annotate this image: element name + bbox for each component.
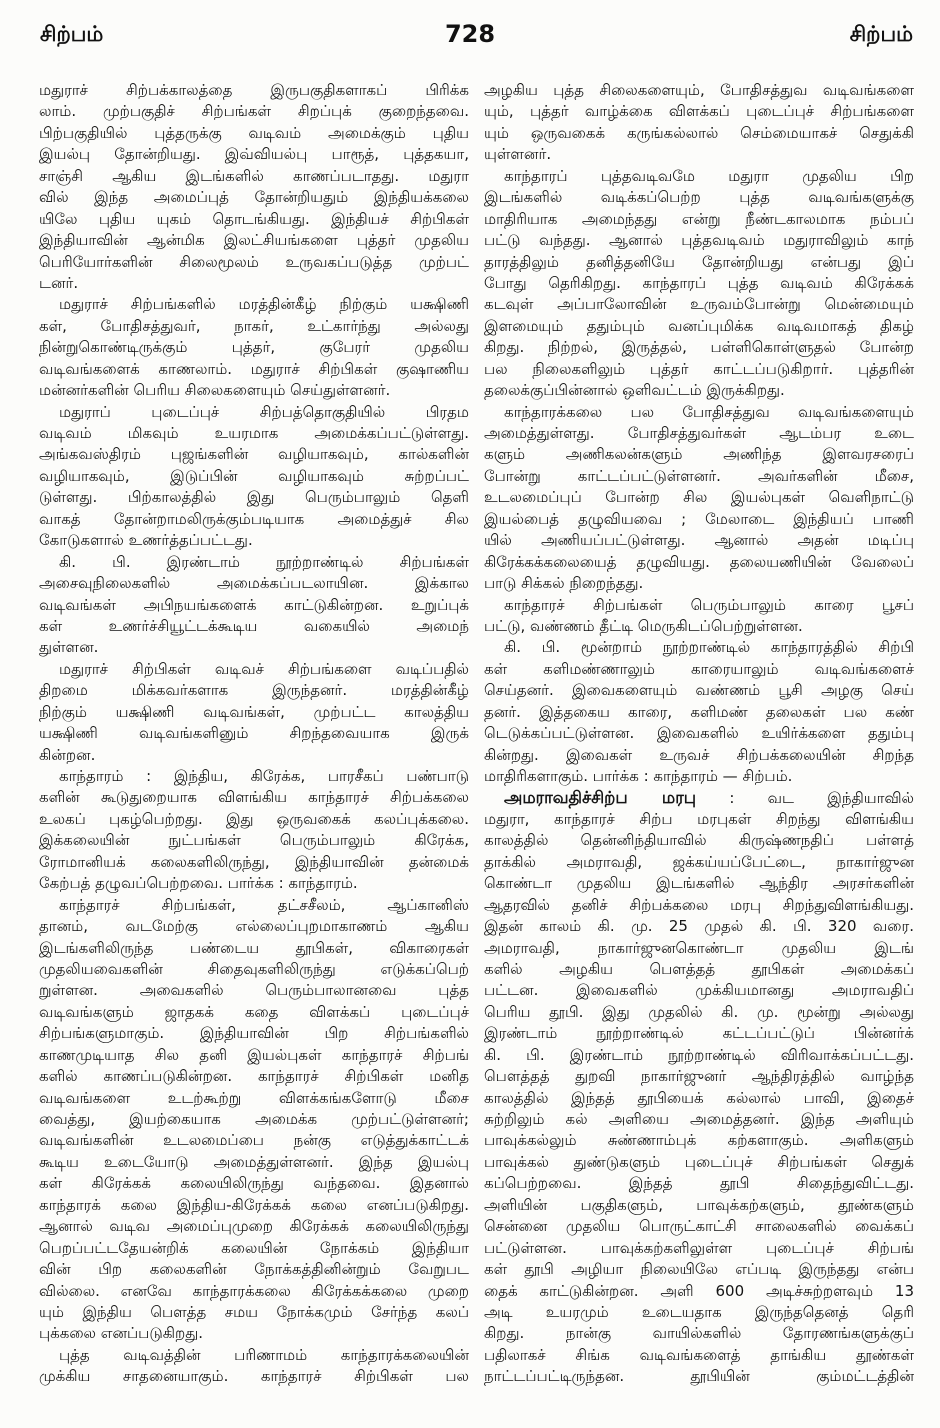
text-line: தானம், வடமேற்கு எல்லைப்புறமாகாணம் ஆகிய (39, 917, 469, 936)
paragraph (484, 402, 914, 595)
text-line: யுள்ளனர். (484, 145, 552, 164)
text-line: யும் இந்திய பௌத்த சமய நோக்கமும் சேர்ந்த கலப் (39, 1302, 469, 1321)
text-line: மதுராப் புடைப்புச் சிற்பத்தொகுதியில் பிரதம (59, 402, 469, 421)
text-line: வடிவங்களைக் காணலாம். மதுராச் சிற்பிகள் குஷாணிய (39, 359, 469, 378)
text-line: கப்பெற்றவை. இந்தத் தூபி சிதைந்துவிட்டது. (484, 1174, 914, 1193)
text-line: லாம். முற்பகுதிச் சிற்பங்கள் சிறப்புக் குறைந்தவை. (39, 102, 469, 121)
paragraph (484, 637, 914, 787)
text-line (484, 787, 914, 808)
text-line: காந்தாரச் சிற்பங்கள், தட்சசீலம், ஆப்கானிஸ் (59, 895, 469, 914)
text-line: கள், போதிசத்துவர், நாகர், உட்கார்ந்து அல்லது (39, 316, 469, 335)
text-line: முக்கிய சாதனையாகும். காந்தாரச் சிற்பிகள் பல (39, 1367, 469, 1386)
text-line: வழியாகவும், இடுப்பின் வழியாகவும் சுற்றப்பட் (39, 466, 469, 485)
text-line: அசைவுநிலைகளில் அமைக்கப்படலாயின. இக்கால (39, 574, 469, 593)
paragraph (484, 80, 914, 166)
text-line: செய்தனர். இவைகளையும் வண்ணம் பூசி அழகு செய் (484, 681, 914, 700)
text-line: பெரிய தூபி. இது முதலில் கி. மு. மூன்று அல்லது (484, 1002, 914, 1021)
paragraph (39, 552, 469, 659)
text-line: டெடுக்கப்பட்டுள்ளன. இவைகளில் உயிர்க்களை ததும்பு (484, 724, 914, 743)
text-line: அமைத்துள்ளது. போதிசத்துவர்கள் ஆடம்பர உடை (484, 424, 914, 442)
text-line: கிறது. நிற்றல், இருத்தல், பள்ளிகொள்ளுதல் போன்ற (484, 338, 914, 357)
text-line: மதுரா, காந்தாரச் சிற்ப மரபுகள் சிறந்து விளங்கிய (484, 809, 914, 828)
text-line: டுள்ளது. பிற்காலத்தில் இது பெரும்பாலும் தெளி (39, 488, 469, 507)
text-line: களில் காணப்படுகின்றன. காந்தாரச் சிற்பிகள் மனித (39, 1067, 469, 1086)
text-line: பட்டு, வண்ணம் தீட்டி மெருகிடப்பெற்றுள்ளன. (484, 616, 803, 635)
text-line: மதுராச் சிற்பிகள் வடிவச் சிற்பங்களை வடிப்பதில் (59, 659, 469, 678)
left-column (39, 80, 469, 1388)
text-line: போன்று காட்டப்பட்டுள்ளனர். அவர்களின் மீசை, (484, 466, 914, 485)
text-line: வாகத் தோன்றாமலிருக்கும்படியாக அமைத்துச் சில (39, 509, 469, 528)
text-line: இக்கலையின் நுட்பங்கள் பெரும்பாலும் கிரேக்க, (39, 831, 469, 850)
text-line: டனர். (39, 273, 79, 292)
running-head-right: சிற்பம் (849, 22, 913, 46)
text-line: தைக் காட்டுகின்றன. அளி 600 அடிச்சுற்றளவும் 13 (484, 1281, 914, 1300)
text-line: வடிவம் மிகவும் உயரமாக அமைக்கப்பட்டுள்ளது. (39, 424, 469, 442)
text-line: அடி உயரமும் உடையதாக இருந்ததெனத் தெரி (484, 1302, 914, 1321)
paragraph (39, 659, 469, 766)
paragraph (39, 895, 469, 1345)
text-line: தலைக்குப்பின்னால் ஒளிவட்டம் இருக்கிறது. (484, 381, 785, 400)
text-line: பாவுக்கல்லும் சுண்ணாம்புக் கற்களாகும். அளிகளும் (484, 1131, 914, 1150)
page-number: 728 (444, 20, 496, 48)
text-line: புத்த வடிவத்தின் பரிணாமம் காந்தாரக்கலையின் (59, 1345, 469, 1364)
text-line: களும் அணிகலன்களும் அணிந்த இளவரசரைப் (484, 445, 914, 464)
text-line: கள் களிமண்ணாலும் காரையாலும் வடிவங்களைச் (484, 659, 914, 678)
text-line: புக்கலை எனப்படுகிறது. (39, 1324, 204, 1343)
text-line: சாஞ்சி ஆகிய இடங்களில் காணப்படாதது. மதுரா (39, 166, 469, 185)
text-line: மதுராச் சிற்பக்காலத்தை இருபகுதிகளாகப் பிரிக்க (39, 81, 469, 99)
text-line: வடிவங்களின் உடலமைப்பை நன்கு எடுத்துக்காட்டக் (39, 1131, 469, 1150)
text-line: காந்தாரக் கலை இந்திய-கிரேக்கக் கலை எனப்படுகிறது. (39, 1195, 469, 1214)
text-line: இயல்பு தோன்றியது. இவ்வியல்பு பாரூத், புத்தகயா, (39, 145, 469, 164)
text-line: பெரியோர்களின் சிலைமூலம் உருவகப்படுத்த முற்பட் (39, 252, 469, 271)
text-line: கேற்பத் தழுவப்பெற்றவை. பார்க்க : காந்தாரம். (39, 874, 358, 893)
text-line: கின்றன. (39, 745, 96, 764)
text-line: கிறது. நான்கு வாயில்களில் தோரணங்களுக்குப் (484, 1324, 914, 1343)
paragraph (484, 787, 914, 1387)
text-line: காலத்தில் தென்னிந்தியாவில் கிருஷ்ணநதிப் பள்ளத் (484, 831, 914, 850)
text-line: வைத்து, இயற்கையாக அமைக்க முற்பட்டுள்ளனர்; (39, 1110, 469, 1128)
text-line: மதுராச் சிற்பங்களில் மரத்தின்கீழ் நிற்கும் யக்ஷிணி (59, 295, 469, 314)
text-line: பாவுக்கல் துண்டுகளும் புடைப்புச் சிற்பங்கள் செதுக் (484, 1152, 914, 1171)
text-line: அமராவதி, நாகார்ஜுனகொண்டா முதலிய இடங் (484, 938, 914, 957)
text-line: இந்தியாவின் ஆன்மிக இலட்சியங்களை புத்தர் முதலிய (39, 231, 469, 250)
text-line: உடலமைப்புப் போன்ற சில இயல்புகள் வெளிநாட்டு (484, 488, 914, 507)
text-line: காந்தாரச் சிற்பங்கள் பெரும்பாலும் காரை பூசப் (504, 595, 914, 614)
text-line: காந்தாரம் : இந்திய, கிரேக்க, பாரசீகப் பண்பாடு (59, 767, 469, 785)
right-column (484, 80, 914, 1388)
text-line: ஆனால் வடிவ அமைப்புமுறை கிரேக்கக் கலையிலிருந்து (39, 1217, 469, 1236)
text-line: தாரத்திலும் தனித்தனியே தோன்றியது என்பது இப் (484, 252, 914, 271)
text-line: பட்டு வந்தது. ஆனால் புத்தவடிவம் மதுராவிலும் காந் (484, 231, 914, 250)
text-line: கள் கிரேக்கக் கலையிலிருந்து வந்தவை. இதனால் (39, 1174, 469, 1193)
text-line: மாதிரிகளாகும். பார்க்க : காந்தாரம் — சிற்பம். (484, 767, 793, 785)
paragraph (39, 766, 469, 895)
paragraph (39, 80, 469, 294)
text-line: கடவுள் அப்பாலோவின் உருவம்போன்று மென்மையும் (484, 295, 914, 314)
text-line: கள் உணர்ச்சியூட்டக்கூடிய வகையில் அமைந் (39, 616, 469, 635)
text-line: திறமை மிக்கவர்களாக இருந்தனர். மரத்தின்கீழ் (39, 681, 469, 700)
text-line: யும் ஒருவகைக் கருங்கல்லால் செம்மையாகச் செதுக்கி (484, 123, 914, 142)
text-line: பாடு சிக்கல் நிறைந்தது. (484, 574, 644, 593)
text-line: இளமையும் ததும்பும் வனப்புமிக்க வடிவமாகத் திகழ் (484, 316, 914, 335)
text-line: யில் அணியப்பட்டுள்ளது. ஆனால் அதன் மடிப்பு (484, 531, 914, 550)
paragraph (39, 1345, 469, 1388)
text-line: பௌத்தத் துறவி நாகார்ஜுனர் ஆந்திரத்தில் வாழ்ந்த (484, 1067, 914, 1086)
text-line: நிற்கும் யக்ஷிணி வடிவங்கள், முற்பட்ட காலத்திய (39, 702, 469, 721)
text-line: யிலே புதிய யுகம் தொடங்கியது. இந்தியச் சிற்பிகள் (39, 209, 469, 228)
text-line: ஆதரவில் தனிச் சிற்பக்கலை மரபு சிறந்துவிளங்கியது. (484, 895, 914, 914)
text-line: சிற்பங்களுமாகும். இந்தியாவின் பிற சிற்பங்களில் (39, 1024, 469, 1043)
text-line: கொண்டா முதலிய இடங்களில் ஆந்திர அரசர்களின் (484, 874, 914, 893)
text-line: மாதிரியாக அமைந்தது என்று நீண்டகாலமாக நம்பப் (484, 209, 914, 228)
text-line: வடிவங்களை உடற்கூற்று விளக்கங்களோடு மீசை (39, 1088, 469, 1107)
text-line: ரோமானியக் கலைகளிலிருந்து, இந்தியாவின் தன்மைக் (39, 852, 469, 871)
text-line: கி. பி. இரண்டாம் நூற்றாண்டில் சிற்பங்கள் (59, 552, 469, 571)
paragraph (39, 402, 469, 552)
text-line: றுள்ளன. அவைகளில் பெரும்பாலானவை புத்த (39, 981, 469, 1000)
text-line: பெறப்பட்டதேயன்றிக் கலையின் நோக்கம் இந்தியா (39, 1238, 469, 1257)
text-line: பிற்பகுதியில் புத்தருக்கு வடிவம் அமைக்கும் புதிய (39, 123, 469, 142)
text-line: சென்னை முதலிய பொருட்காட்சி சாலைகளில் வைக்கப் (484, 1217, 914, 1236)
text-line: காந்தாரக்கலை பல போதிசத்துவ வடிவங்களையும் (504, 402, 914, 421)
text-line: யக்ஷிணி வடிவங்களினும் சிறந்தவையாக இருக் (39, 724, 469, 743)
text-line: நாட்டப்பட்டிருந்தன. தூபியின் கும்மட்டத்தின் (484, 1367, 914, 1386)
text-line: கூடிய உடையோடு அமைத்துள்ளனர். இந்த இயல்பு (39, 1152, 469, 1171)
text-line: நின்றுகொண்டிருக்கும் புத்தர், குபேரர் முதலிய (39, 338, 469, 357)
text-line: வில் இந்த அமைப்புத் தோன்றியதும் இந்தியக்கலை (39, 188, 469, 207)
paragraph (39, 294, 469, 401)
text-line: பல நிலைகளிலும் புத்தர் காட்டப்படுகிறார். புத்தரின் (484, 359, 914, 378)
text-line: கின்றது. இவைகள் உருவச் சிற்பக்கலையின் சிறந்த (484, 745, 914, 764)
text-line: இயல்பைத் தழுவியவை ; மேலாடை இந்தியப் பாணி (484, 509, 914, 528)
text-line: மன்னர்களின் பெரிய சிலைகளையும் செய்துள்ளனர். (39, 381, 391, 400)
text-line: வின் பிற கலைகளின் நோக்கத்தினின்றும் வேறுபட (39, 1260, 469, 1279)
text-line: இரண்டாம் நூற்றாண்டில் கட்டப்பட்டுப் பின்னர்க் (484, 1024, 914, 1043)
text-line: இடங்களில் வடிக்கப்பெற்ற புத்த வடிவங்களுக்கு (484, 188, 914, 207)
text-line: பட்டன. இவைகளில் முக்கியமானது அமராவதிப் (484, 981, 914, 1000)
text-line: இடங்களிலிருந்த பண்டைய தூபிகள், விகாரைகள் (39, 938, 469, 957)
text-line: கி. பி. இரண்டாம் நூற்றாண்டில் விரிவாக்கப்பட்டது. (484, 1045, 914, 1064)
text-line: வடிவங்கள் அபிநயங்களைக் காட்டுகின்றன. உறுப்புக் (39, 595, 469, 614)
paragraph (484, 166, 914, 402)
text-line: இதன் காலம் கி. மு. 25 முதல் கி. பி. 320 வரை. (484, 917, 914, 936)
text-line: போது தெரிகிறது. காந்தாரப் புத்த வடிவம் கிரேக்கக் (484, 273, 914, 292)
text-line: கி. பி. மூன்றாம் நூற்றாண்டில் காந்தாரத்தில் சிற்பி (504, 638, 914, 657)
text-line: கிரேக்கக்கலையைத் தழுவியது. தலையணியின் வேலைப் (484, 552, 914, 571)
text-line: முதலியவைகளின் சிதைவுகளிலிருந்து எடுக்கப்பெற் (39, 959, 469, 978)
text-line: பதிலாகச் சிங்க வடிவங்களைத் தாங்கிய தூண்கள் (484, 1345, 914, 1364)
text-line: தனர். இத்தகைய காரை, களிமண் தலைகள் பல கண் (484, 702, 914, 721)
paragraph (484, 595, 914, 638)
text-line: வில்லை. எனவே காந்தாரக்கலை கிரேக்கக்கலை முறை (39, 1281, 469, 1300)
running-head-left: சிற்பம் (40, 22, 104, 46)
text-line: சுற்றிலும் கல் அளியை அமைத்தனர். இந்த அளியும் (484, 1110, 914, 1128)
text-line: களில் அழகிய பௌத்தத் தூபிகள் அமைக்கப் (484, 959, 914, 978)
text-line: யும், புத்தர் வாழ்க்கை விளக்கப் புடைப்புச் சிற்பங்களை (484, 102, 914, 121)
text-line: காணமுடியாத சில தனி இயல்புகள் காந்தாரச் சிற்பங் (39, 1045, 469, 1064)
text-line: உலகப் புகழ்பெற்றது. இது ஒருவகைக் கலப்புக்கலை. (39, 809, 469, 828)
text-run: : வட இந்தியாவில் (696, 789, 914, 808)
text-line: தாக்கில் அமராவதி, ஜக்கய்யப்பேட்டை, நாகார்ஜுன (484, 852, 914, 871)
text-line: காந்தாரப் புத்தவடிவமே மதுரா முதலிய பிற (504, 166, 914, 185)
text-line: வடிவங்களும் ஜாதகக் கதை விளக்கப் புடைப்புச் (39, 1002, 469, 1021)
text-line: கள் தூபி அழியா நிலையிலே எப்படி இருந்தது என்ப (484, 1260, 914, 1279)
text-line: பட்டுள்ளன. பாவுக்கற்களிலுள்ள புடைப்புச் சிற்பங் (484, 1238, 914, 1257)
text-line: அளியின் பகுதிகளும், பாவுக்கற்களும், தூண்களும் (484, 1195, 914, 1214)
text-line: கோடுகளால் உணர்த்தப்பட்டது. (39, 531, 253, 550)
text-line: களின் கூடுதுறையாக விளங்கிய காந்தாரச் சிற்பக்கலை (39, 788, 469, 807)
text-line: அங்கவஸ்திரம் புஜங்களின் வழியாகவும், கால்களின் (39, 445, 469, 464)
text-line: துள்ளன. (39, 638, 99, 657)
text-line: அழகிய புத்த சிலைகளையும், போதிசத்துவ வடிவங்களை (484, 81, 914, 99)
section-heading: அமராவதிச்சிற்ப மரபு (504, 788, 697, 808)
text-line: காலத்தில் இந்தத் தூபியைக் கல்லால் பாவி, இதைச் (484, 1088, 914, 1107)
